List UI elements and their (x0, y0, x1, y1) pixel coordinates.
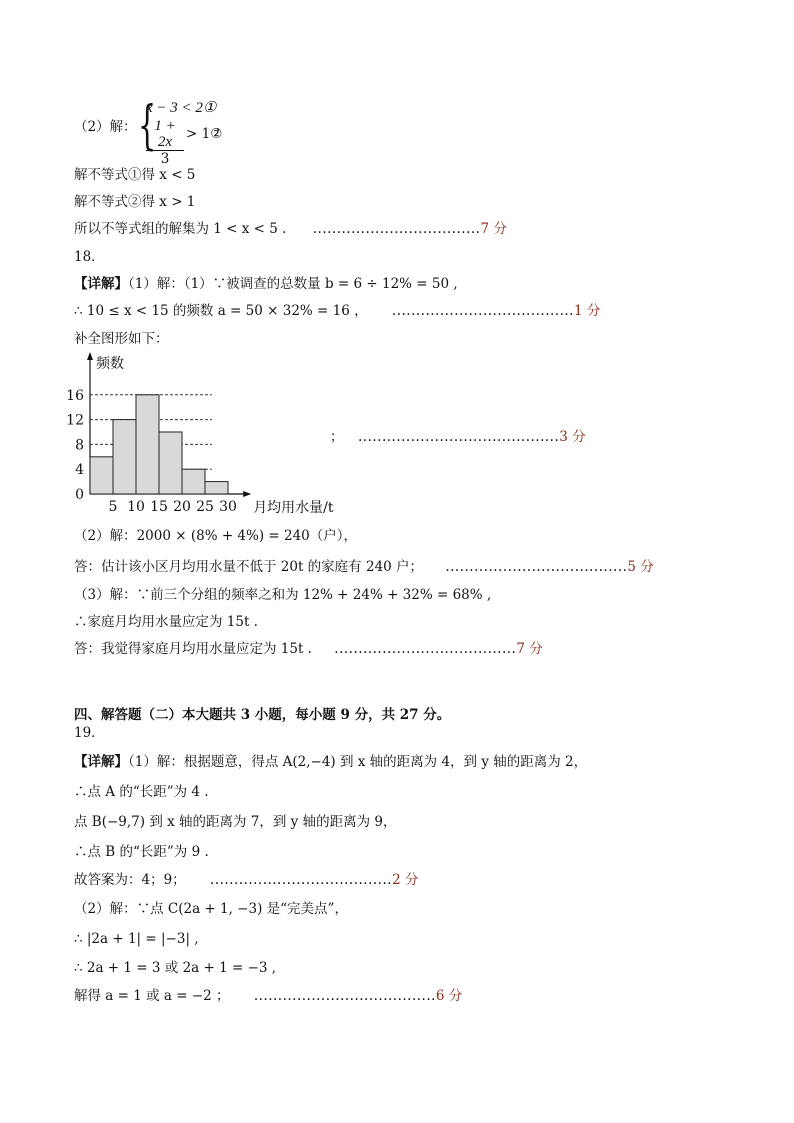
q18-line4: （2）解：2000 × (8% + 4%) = 240（户）， (74, 528, 358, 544)
histogram-bar (113, 420, 136, 494)
q19-line8: ∴ 2a + 1 = 3 或 2a + 1 = −3 , (74, 960, 277, 976)
q18-score-chart: 3 分 (559, 429, 586, 445)
q19-line2: ∴点 A 的“长距”为 4 . (74, 784, 209, 800)
fraction-denominator: 3 (160, 151, 170, 167)
y-tick-label: 12 (66, 412, 84, 429)
q18-line2-text: ∴ 10 ≤ x < 15 的频数 a = 50 × 32% = 16 ， (74, 303, 368, 319)
chart-after-mark: ； (330, 429, 344, 445)
left-brace-icon: { (138, 96, 157, 156)
q18-line5-text: 答：估计该小区月均用水量不低于 20t 的家庭有 240 户； (74, 559, 424, 575)
y-axis-label: 频数 (96, 356, 124, 372)
inequality-system (138, 96, 248, 167)
q19-line1-text: （1）解：根据题意，得点 A(2,−4) 到 x 轴的距离为 4，到 y 轴的距离为 2， (128, 754, 588, 770)
q18-score-8: 7 分 (516, 641, 543, 657)
system-row-2: > 1② (186, 126, 223, 142)
score-dots: ...................................... (209, 872, 393, 888)
y-tick-label: 4 (75, 462, 84, 479)
q19-number: 19． (74, 725, 105, 741)
y-tick-label: 16 (66, 387, 84, 404)
y-axis-arrow-icon (87, 352, 93, 360)
q18-line1-text: （1）解：（1）∵被调查的总数量 b = 6 ÷ 12% = 50 , (128, 276, 458, 292)
q19-line4: ∴点 B 的“长距”为 9 . (74, 844, 209, 860)
q19-line1 (74, 753, 587, 771)
x-tick-label: 5 (108, 499, 118, 515)
histogram-bar (90, 457, 113, 494)
q18-line7: ∴家庭月均用水量应定为 15t . (74, 614, 258, 630)
q19-score-6: 6 分 (435, 988, 463, 1004)
system-fraction (146, 118, 184, 167)
x-tick-label: 15 (150, 499, 168, 515)
q18-line6: （3）解：∵前三个分组的频率之和为 12% + 24% + 32% = 68% , (74, 587, 492, 603)
histogram-bar (136, 395, 159, 494)
q18-number: 18． (74, 249, 105, 265)
q19-line9-text: 解得 a = 1 或 a = −2 ； (74, 988, 230, 1004)
chart-score (358, 428, 586, 446)
score-dots: ...................................... (391, 303, 574, 319)
q17-score: 7 分 (480, 221, 507, 237)
score-dots: ...................................... (334, 641, 517, 657)
q18-line3: 补全图形如下： (74, 331, 169, 347)
x-tick-label: 10 (127, 499, 145, 515)
q18-score-5: 5 分 (627, 559, 654, 575)
q18-line5 (74, 558, 654, 576)
q18-line1 (74, 275, 458, 293)
x-axis-label: 月均用水量/t (253, 500, 334, 516)
frequency-histogram (62, 350, 352, 520)
q17-part2-label: （2）解： (74, 119, 137, 135)
detail-tag: 【详解】 (74, 754, 128, 770)
histogram-bar (205, 482, 228, 494)
q18-score-1: 1 分 (573, 303, 601, 319)
score-dots: ...................................... (253, 988, 436, 1004)
detail-tag: 【详解】 (74, 276, 128, 292)
q19-line9 (74, 987, 462, 1005)
y-tick-label: 8 (75, 437, 84, 454)
q17-line3-text: 所以不等式组的解集为 1 < x < 5 . (74, 221, 287, 237)
q17-line3 (74, 220, 507, 238)
system-row-1: x − 3 < 2① (146, 100, 217, 116)
score-dots: ................................... (312, 221, 481, 237)
q19-line6: （2）解：∵点 C(2a + 1, −3) 是“完美点”， (74, 901, 348, 917)
q18-line8-text: 答：我觉得家庭月均用水量应定为 15t . (74, 641, 312, 657)
system-tail: ， (216, 118, 230, 134)
q17-line2: 解不等式②得 x > 1 (74, 194, 196, 210)
score-dots: ...................................... (445, 559, 628, 575)
section4-heading: 四、解答题（二）本大题共 3 小题，每小题 9 分，共 27 分。 (74, 707, 451, 723)
x-tick-label: 20 (173, 499, 191, 515)
histogram-bar (182, 469, 205, 494)
q19-line5-text: 故答案为：4；9； (74, 872, 186, 888)
q19-line3: 点 B(−9,7) 到 x 轴的距离为 7，到 y 轴的距离为 9， (74, 814, 397, 830)
q19-score-2: 2 分 (392, 872, 419, 888)
q18-line2 (74, 302, 600, 320)
x-tick-label: 25 (196, 499, 214, 515)
fraction-numerator: 1 + 2x (146, 118, 184, 151)
histogram-bar (159, 432, 182, 494)
q17-line1: 解不等式①得 x < 5 (74, 167, 196, 183)
score-dots: .......................................... (358, 429, 560, 445)
q18-line8 (74, 640, 543, 658)
x-axis-arrow-icon (243, 491, 251, 497)
q19-line7: ∴ |2a + 1| = |−3| , (74, 931, 199, 947)
q19-line5 (74, 871, 418, 889)
y-tick-label: 0 (75, 487, 84, 503)
x-tick-label: 30 (219, 499, 237, 515)
